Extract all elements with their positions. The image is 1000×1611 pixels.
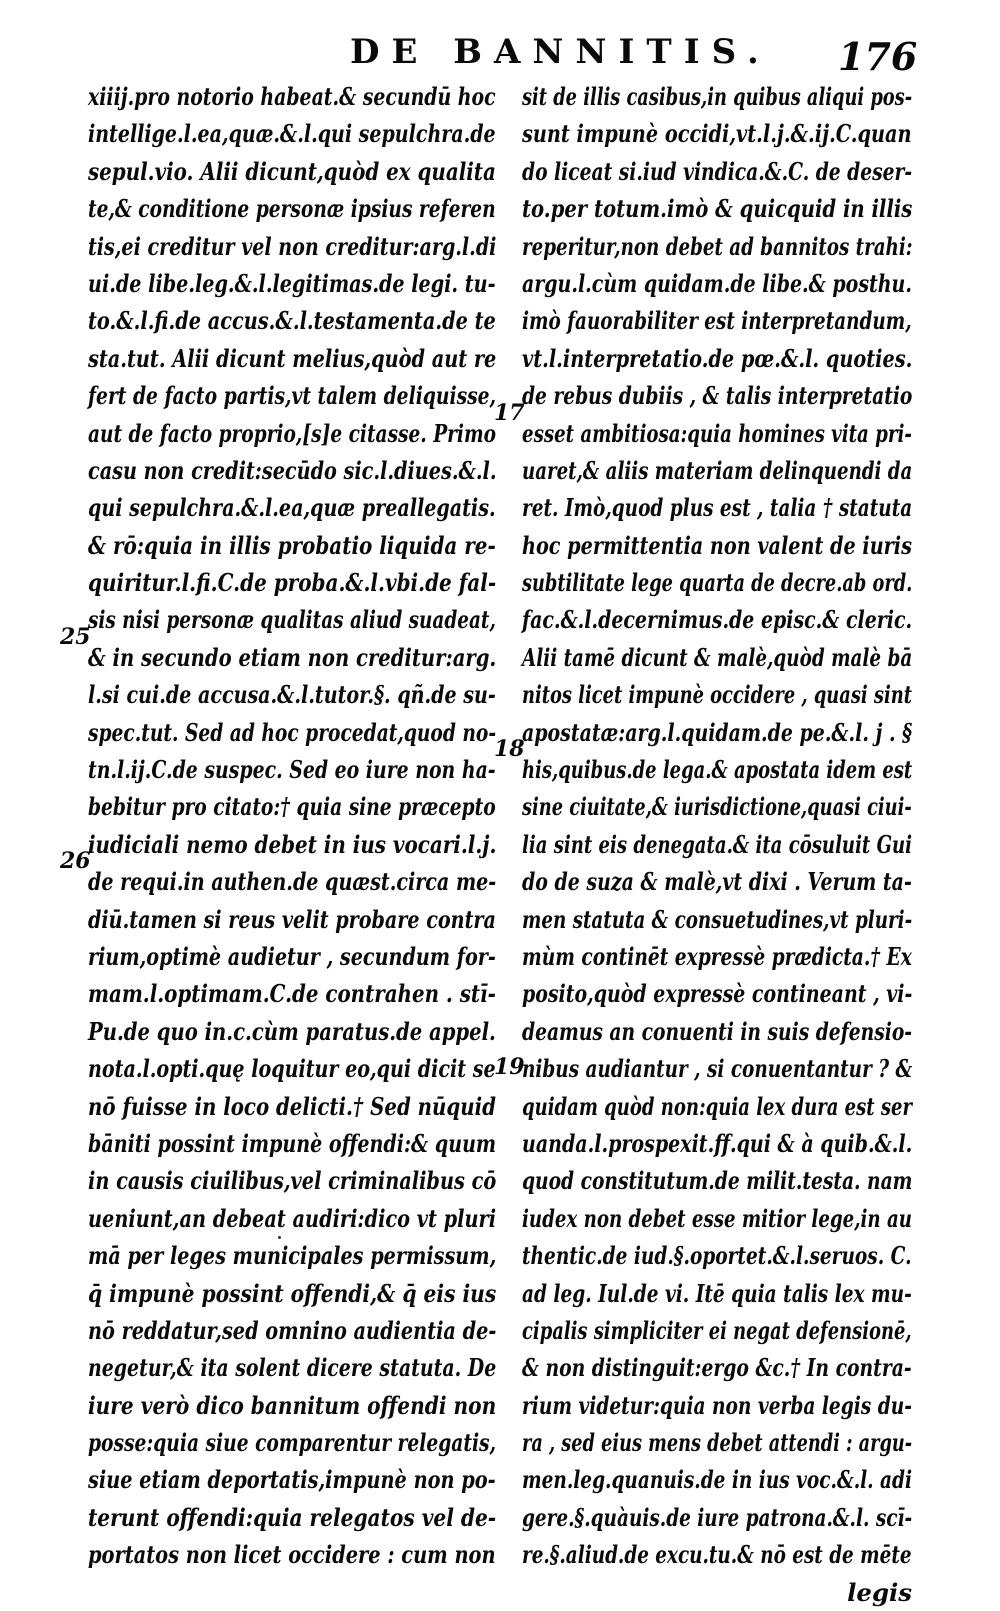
text-line: spec.tut. Sed ad hoc procedat,quod no- [88, 717, 497, 747]
text-line: & in secundo etiam non creditur:arg. [88, 642, 497, 672]
text-line: negetur,& ita solent dicere statuta. De [88, 1353, 497, 1383]
text-line: do de suza & malè,vt dixi . Verum ta- [522, 867, 912, 897]
text-line: nota.l.opti.quę loquitur eo,qui dicit se [88, 1054, 496, 1084]
text-line: posse:quia siue comparentur relegatis, [88, 1428, 497, 1458]
text-line: apostatæ:arg.l.quidam.de pe.&.l. j . § [522, 717, 913, 747]
text-line: ret. Imò,quod plus est , talia † statuta [522, 493, 913, 523]
text-line: q̄ impunè possint offendi,& q̄ eis ius [88, 1278, 497, 1308]
right-text-column [522, 78, 912, 1611]
text-line: sunt impunè occidi,vt.l.j.&.ij.C.quan [522, 119, 912, 149]
text-line: men statuta & consuetudines,vt pluri- [522, 904, 913, 934]
text-line: ad leg. Iul.de vi. Itē quia talis lex mu- [522, 1278, 912, 1308]
text-line: deamus an conuenti in suis defensio- [522, 1016, 913, 1046]
margin-number-17: 17 [494, 400, 525, 426]
text-line: iure verò dico bannitum offendi non [88, 1390, 497, 1420]
running-title: DE BANNITIS. [350, 32, 771, 72]
text-line: quiritur.l.fi.C.de proba.&.l.vbi.de fal- [88, 568, 497, 598]
text-line: Pu.de quo in.c.cùm paratus.de appel. [88, 1016, 496, 1046]
text-line: iudiciali nemo debet in ius vocari.l.j. [88, 829, 497, 859]
text-line: uanda.l.prospexit.ff.qui & à quib.&.l. [522, 1128, 913, 1158]
margin-number-26: 26 [60, 848, 91, 874]
text-line: re.§.aliud.de excu.tu.& nō est de mēte [522, 1540, 912, 1570]
text-line: quod constitutum.de milit.testa. nam [522, 1166, 913, 1196]
text-line: sepul.vio. Alii dicunt,quòd ex qualita [88, 156, 496, 186]
ink-speck [278, 1236, 281, 1239]
text-line: rium,optimè audietur , secundum for- [88, 941, 496, 971]
text-line: Alii tamē dicunt & malè,quòd malè bā [522, 642, 913, 672]
text-line: ra , sed eius mens debet attendi : argu- [522, 1428, 913, 1458]
text-line: quidam quòd non:quia lex dura est ser [522, 1091, 913, 1121]
text-line: bebitur pro citato:† quia sine præcepto [88, 792, 496, 822]
text-line: nitos licet impunè occidere , quasi sint [522, 680, 912, 710]
text-line: nō fuisse in loco delicti.† Sed nūquid [88, 1091, 496, 1121]
text-line: vt.l.interpretatio.de pœ.&.l. quoties. [522, 343, 913, 373]
text-line: tn.l.ij.C.de suspec. Sed eo iure non ha- [88, 755, 496, 785]
text-line: fert de facto partis,vt talem deliquisse, [88, 381, 497, 411]
text-line: to.per totum.imò & quicquid in illis [522, 194, 913, 224]
margin-number-19: 19 [494, 1054, 525, 1080]
text-line: aut de facto proprio,[s]e citasse. Primo [88, 418, 497, 448]
text-line: to.&.l.fi.de accus.&.l.testamenta.de te [88, 306, 496, 336]
text-line: qui sepulchra.&.l.ea,quæ preallegatis. [88, 493, 496, 523]
text-line: sta.tut. Alii dicunt melius,quòd aut re [88, 343, 497, 373]
text-line: tis,ei creditur vel non creditur:arg.l.di [88, 231, 497, 261]
text-line: te,& conditione personæ ipsius referen [88, 194, 496, 224]
text-line: casu non credit:secūdo sic.l.diues.&.l. [88, 455, 497, 485]
text-line: sis nisi personæ qualitas aliud suadeat, [88, 605, 496, 635]
text-line: in causis ciuilibus,vel criminalibus cō [88, 1166, 497, 1196]
text-line: lia sint eis denegata.& ita cōsuluit Gui [522, 829, 913, 859]
text-line: esset ambitiosa:quia homines vita pri- [522, 418, 912, 448]
text-line: rium videtur:quia non verba legis du- [522, 1390, 912, 1420]
text-line: portatos non licet occidere : cum non [88, 1540, 496, 1570]
text-line: bāniti possint impunè offendi:& quum [88, 1128, 497, 1158]
text-line: sine ciuitate,& iurisdictione,quasi ciui- [522, 792, 912, 822]
left-text-column [88, 78, 496, 1574]
text-line: nō reddatur,sed omnino audientia de- [88, 1315, 497, 1345]
text-line: de requi.in authen.de quæst.circa me- [88, 867, 497, 897]
text-line: iudex non debet esse mitior lege,in au [522, 1203, 913, 1233]
text-line: ui.de libe.leg.&.l.legitimas.de legi. tu- [88, 268, 496, 298]
running-header [0, 30, 1000, 80]
margin-number-25: 25 [60, 624, 91, 650]
text-line: diū.tamen si reus velit probare contra [88, 904, 496, 934]
text-line: hoc permittentia non valent de iuris [522, 530, 912, 560]
text-line: uaret,& aliis materiam delinquendi da [522, 455, 913, 485]
text-line: argu.l.cùm quidam.de libe.& posthu. [522, 268, 912, 298]
text-line: reperitur,non debet ad bannitos trahi: [522, 231, 913, 261]
text-line: men.leg.quanuis.de in ius voc.&.l. adi [522, 1465, 913, 1495]
text-line: intellige.l.ea,quæ.&.l.qui sepulchra.de [88, 119, 496, 149]
text-line: mam.l.optimam.C.de contrahen . stī- [88, 979, 496, 1009]
text-line: imò fauorabiliter est interpretandum, [522, 306, 912, 336]
margin-number-18: 18 [494, 736, 525, 762]
catchword: legis [847, 1577, 912, 1607]
text-line: siue etiam deportatis,impunè non po- [88, 1465, 496, 1495]
text-line: ueniunt,an debeat audiri:dico vt pluri [88, 1203, 497, 1233]
text-line: l.si cui.de accusa.&.l.tutor.§. qñ.de su- [88, 680, 496, 710]
text-line: posito,quòd expressè contineant , vi- [522, 979, 913, 1009]
text-line: de rebus dubiis , & talis interpretatio [522, 381, 913, 411]
text-line: terunt offendi:quia relegatos vel de- [88, 1502, 497, 1532]
page-number: 176 [838, 34, 918, 79]
text-line: & rō:quia in illis probatio liquida re- [88, 530, 496, 560]
text-line: nibus audiantur , si conuentantur ? & [522, 1054, 913, 1084]
text-line: thentic.de iud.§.oportet.&.l.seruos. C. [522, 1241, 912, 1271]
text-line: & non distinguit:ergo &c.† In contra- [522, 1353, 912, 1383]
text-line: mā per leges municipales permissum, [88, 1241, 497, 1271]
text-line: fac.&.l.decernimus.de episc.& cleric. [522, 605, 913, 635]
text-line: do liceat si.iud vindica.&.C. de deser- [522, 156, 913, 186]
text-line: xiiij.pro notorio habeat.& secundū hoc [88, 82, 496, 111]
text-line: his,quibus.de lega.& apostata idem est [522, 755, 913, 785]
text-line: mùm continēt expressè prædicta.† Ex [522, 941, 912, 971]
text-line: subtilitate lege quarta de decre.ab ord. [522, 568, 913, 598]
text-line: sit de illis casibus,in quibus aliqui pos- [522, 82, 913, 111]
text-line: cipalis simpliciter ei negat defensionē, [522, 1315, 912, 1345]
text-line: gere.§.quàuis.de iure patrona.&.l. scī- [522, 1502, 913, 1532]
